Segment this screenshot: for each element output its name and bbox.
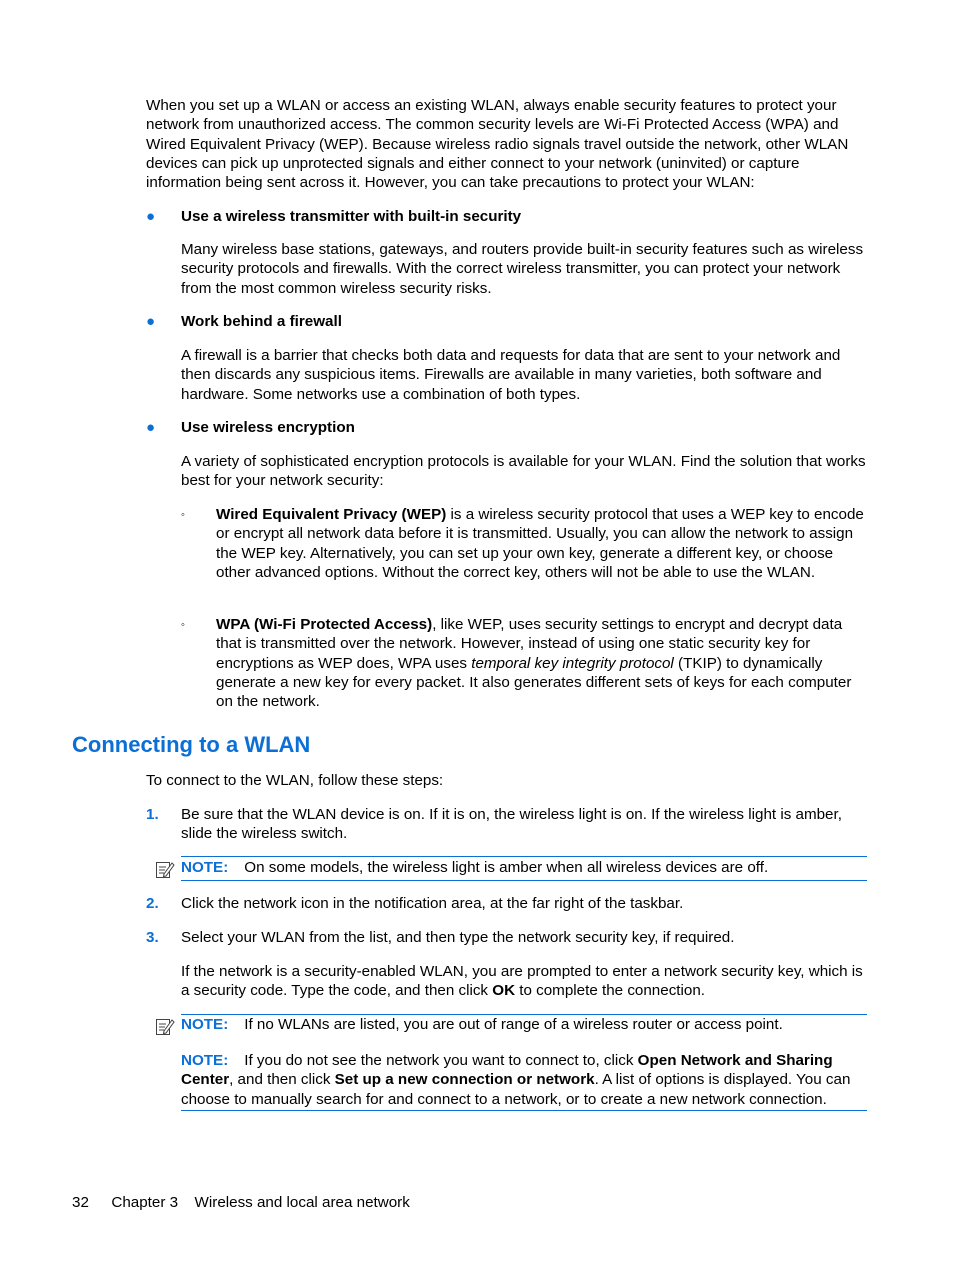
bullet-body-1: Many wireless base stations, gateways, and routers provide built-in security features such as wireless security protocols and firewalls. With the correct wireless transmitter, you can protect your network from the most common wireless security risks. <box>181 241 864 297</box>
intro-paragraph: When you set up a WLAN or access an existing WLAN, always enable security features to protect your network from unauthorized access. The common security levels are Wi-Fi Protected Access (WPA) and Wired Equivalent Privacy (WEP). Because wireless radio signals travel outside the network, other WLAN devices can pick up unprotected signals and either connect to your network (uninvited) or capture information being sent across it. However, you can take precautions to protect your WLAN: <box>146 97 849 192</box>
bullet-icon: ● <box>146 208 156 225</box>
step-text-1: Be sure that the WLAN device is on. If it is on, the wireless light is on. If the wireless light is amber, slide the wireless switch. <box>181 806 842 843</box>
note-rule-top <box>181 856 867 857</box>
note-rule-bottom <box>181 1110 867 1111</box>
page-footer <box>72 1193 410 1212</box>
section-heading: Connecting to a WLAN <box>72 732 311 757</box>
sub-bullet-icon: ◦ <box>181 509 185 521</box>
note-pencil-icon <box>155 1017 175 1036</box>
footer-chapter: Chapter 3 <box>111 1194 179 1211</box>
note-2 <box>181 1015 868 1034</box>
step-number-2: 2. <box>146 895 159 912</box>
footer-chapter-title: Wireless and local area network <box>194 1194 410 1211</box>
note-2-text: If no WLANs are listed, you are out of range of a wireless router or access point. <box>244 1016 783 1033</box>
note-rule-bottom <box>181 880 867 881</box>
bullet-icon: ● <box>146 313 156 330</box>
section-intro: To connect to the WLAN, follow these steps: <box>146 772 444 789</box>
bullet-body-2: A firewall is a barrier that checks both data and requests for data that are sent to your network and then discards any suspicious items. Firewalls are available in many varieties, both software and hardware. Some networks use a combination of both types. <box>181 347 841 403</box>
wpa-text-2: (TKIP) to dynamically generate a new key for every packet. It also generates different sets of keys for each computer on the network. <box>216 654 852 711</box>
bullet-heading-1: Use a wireless transmitter with built-in security <box>181 208 522 225</box>
note-3-text-3: . A list of options is displayed. You can choose to manually search for and connect to a network, or to create a new network connection. <box>181 1071 851 1108</box>
note-pencil-icon <box>155 860 175 879</box>
wep-text: is a wireless security protocol that uses a WEP key to encode or encrypt all network data before it is transmitted. Usually, you can allow the network to assign the WEP key. Alternatively, you can set up your own key, generate a different key, or choose other advanced options. Without the correct key, others will not be able to use the WLAN. <box>216 506 864 581</box>
open-network-label: Open Network and Sharing Center <box>181 1052 833 1089</box>
note-label: NOTE: <box>181 1052 229 1069</box>
sub-bullet-wep <box>216 505 868 582</box>
wpa-term: WPA (Wi-Fi Protected Access) <box>216 616 433 633</box>
note-1 <box>181 858 868 877</box>
step-3-detail-text-1: If the network is a security-enabled WLAN, you are prompted to enter a network security key, which is a security code. Type the code, and then click <box>181 963 863 1000</box>
note-3 <box>181 1051 868 1109</box>
step-number-1: 1. <box>146 806 159 823</box>
bullet-body-3: A variety of sophisticated encryption protocols is available for your WLAN. Find the solution that works best for your network security: <box>181 453 866 490</box>
ok-label: OK <box>492 982 516 1000</box>
bullet-heading-3: Use wireless encryption <box>181 419 355 436</box>
bullet-heading-2: Work behind a firewall <box>181 313 342 330</box>
bullet-icon: ● <box>146 419 156 436</box>
note-3-text-2: , and then click <box>229 1071 335 1089</box>
page-number: 32 <box>72 1194 89 1211</box>
step-number-3: 3. <box>146 929 159 946</box>
wpa-italic: temporal key integrity protocol <box>471 654 674 672</box>
note-1-text: On some models, the wireless light is amber when all wireless devices are off. <box>244 859 769 876</box>
setup-connection-label: Set up a new connection or network <box>334 1071 595 1089</box>
note-3-text-1: If you do not see the network you want to connect to, click <box>244 1052 638 1069</box>
wpa-text-1: , like WEP, uses security settings to encrypt and decrypt data that is transmitted over the network. However, instead of using one static security key for encryptions as WEP does, WPA uses <box>216 616 843 672</box>
step-text-3: Select your WLAN from the list, and then type the network security key, if required. <box>181 929 735 946</box>
sub-bullet-wpa <box>216 615 868 711</box>
wep-term: Wired Equivalent Privacy (WEP) <box>216 506 447 523</box>
step-3-detail-text-2: to complete the connection. <box>515 982 705 1000</box>
note-label: NOTE: <box>181 859 229 876</box>
step-text-2: Click the network icon in the notification area, at the far right of the taskbar. <box>181 895 684 912</box>
step-3-detail <box>181 962 868 1001</box>
note-label: NOTE: <box>181 1016 229 1033</box>
sub-bullet-icon: ◦ <box>181 619 185 631</box>
